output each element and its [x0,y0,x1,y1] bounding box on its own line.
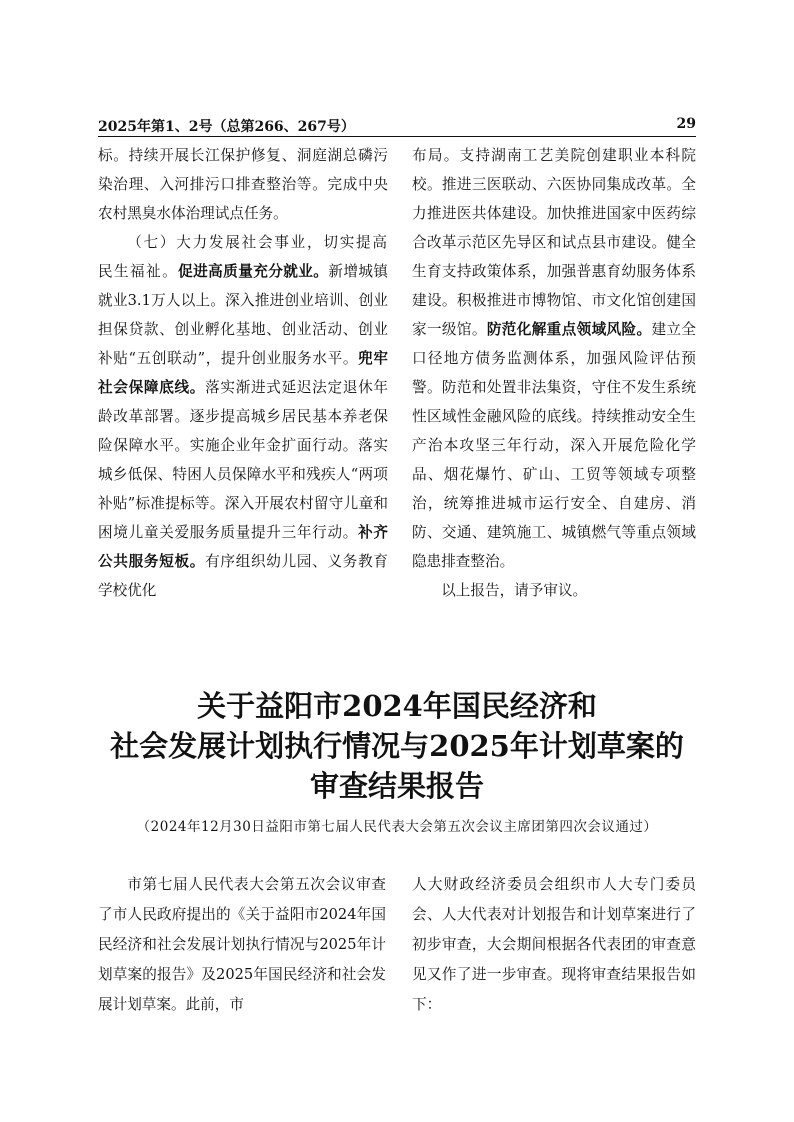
paragraph-text: 落实渐进式延迟法定退休年龄改革部署。逐步提高城乡居民基本养老保险保障水平。实施企业年金扩面行动。落实城乡低保、特困人员保障水平和残疾人“两项补贴”标准提标等。深入开展农村留守儿童和困境儿童关爱服务质量提升三年行动。 [98,379,388,541]
paragraph-social-affairs [98,228,388,605]
paragraph-text: 新增城镇就业3.1万人以上。深入推进创业培训、创业担保贷款、创业孵化基地、创业活动、创业补贴“五创联动”，提升创业服务水平。 [98,263,388,367]
section-heading: （七）大力发展社会事业，切实提高民生福祉。 [98,234,388,280]
article-paragraph-continuation: 人大财政经济委员会组织市人大专门委员会、人大代表对计划报告和计划草案进行了初步审查，大会期间根据各代表团的审查意见又作了进一步审查。现将审查结果报告如下： [412,876,696,1013]
bold-lead-public-services: 补齐公共服务短板。 [98,524,388,570]
header-rule [98,136,696,137]
title-line-3: 审查结果报告 [309,769,484,803]
closing-sentence: 以上报告，请予审议。 [441,582,588,599]
paragraph-text: 建立全口径地方债务监测体系，加强风险评估预警。防范和处置非法集资，守住不发生系统性区域性金融风险的底线。持续推动安全生产治本攻坚三年行动，深入开展危险化学品、烟花爆竹、矿山、工贸等领域专项整治，统筹推进城市运行安全、自建房、消防、交通、建筑施工、城镇燃气等重点领域隐患排查整治。 [412,321,696,570]
bold-lead-employment: 促进高质量充分就业。 [178,263,329,280]
bold-lead-social-security: 兜牢社会保障底线。 [98,350,388,396]
article-body-left [98,870,386,1020]
issue-label: 2025年第1、2号（总第266、267号） [98,119,355,135]
page-number: 29 [676,116,696,132]
article-paragraph: 市第七届人民代表大会第五次会议审查了市人民政府提出的《关于益阳市2024年国民经济和社会发展计划执行情况与2025年计划草案的报告》及2025年国民经济和社会发展计划草案。此前，市 [98,876,386,1013]
left-column [98,141,388,605]
right-column [412,141,696,605]
paragraph-continuation: 标。持续开展长江保护修复、洞庭湖总磷污染治理、入河排污口排查整治等。完成中央农村黑臭水体治理试点任务。 [98,147,388,222]
title-line-1: 关于益阳市2024年国民经济和 [197,689,597,723]
paragraph-text: 有序组织幼儿园、义务教育学校优化 [98,553,388,599]
bold-lead-risk: 防范化解重点领域风险。 [486,321,652,338]
article-body-right [412,870,696,1020]
title-line-2: 社会发展计划执行情况与2025年计划草案的 [110,729,684,763]
paragraph-continuation [412,141,696,576]
paragraph-text: 布局。支持湖南工艺美院创建职业本科院校。推进三医联动、六医协同集成改革。全力推进医共体建设。加快推进国家中医药综合改革示范区先导区和试点县市建设。健全生育支持政策体系，加强普惠育幼服务体系建设。积极推进市博物馆、市文化馆创建国家一级馆。 [412,147,696,338]
article-title [60,686,734,806]
article-subtitle: （2024年12月30日益阳市第七届人民代表大会第五次会议主席团第四次会议通过） [136,819,658,835]
running-header [98,116,696,136]
